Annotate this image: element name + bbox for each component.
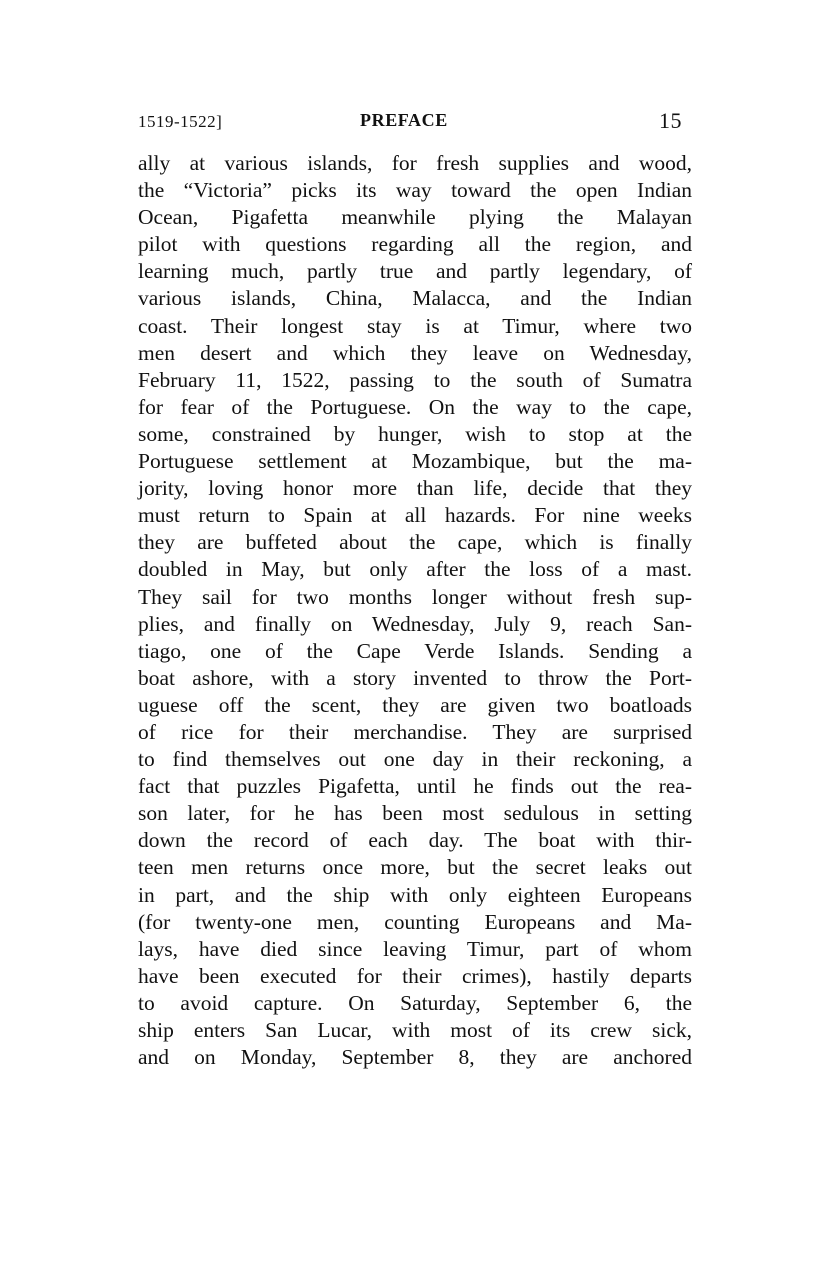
body-text bbox=[138, 150, 692, 1071]
text-line: for fear of the Portuguese. On the way to the cape, bbox=[138, 394, 692, 419]
text-line: ship enters San Lucar, with most of its crew sick, bbox=[138, 1018, 692, 1042]
text-line: teen men returns once more, but the secret leaks out bbox=[138, 855, 692, 880]
text-line: doubled in May, but only after the loss of a mast. bbox=[138, 557, 692, 582]
text-line: ally at various islands, for fresh supplies and wood, bbox=[138, 151, 692, 175]
text-line: some, constrained by hunger, wish to stop at the bbox=[138, 421, 692, 446]
text-line: to find themselves out one day in their reckoning, a bbox=[138, 747, 692, 772]
text-line: February 11, 1522, passing to the south of Sumatra bbox=[138, 367, 692, 392]
text-line: fact that puzzles Pigafetta, until he finds out the rea- bbox=[138, 774, 692, 799]
text-line: men desert and which they leave on Wednesday, bbox=[138, 340, 692, 365]
text-line: son later, for he has been most sedulous in setting bbox=[138, 801, 692, 826]
text-line: in part, and the ship with only eighteen Europeans bbox=[138, 882, 692, 907]
text-line: plies, and finally on Wednesday, July 9, reach San- bbox=[138, 611, 692, 636]
text-line: to avoid capture. On Saturday, September 6, the bbox=[138, 990, 692, 1015]
text-line: the “Victoria” picks its way toward the open Indian bbox=[138, 178, 692, 203]
header-date-range: 1519-1522] bbox=[138, 112, 223, 131]
text-line: lays, have died since leaving Timur, part of whom bbox=[138, 936, 692, 961]
text-line: boat ashore, with a story invented to throw the Port- bbox=[138, 665, 692, 690]
text-line: They sail for two months longer without fresh sup- bbox=[138, 584, 692, 609]
text-line: of rice for their merchandise. They are surprised bbox=[138, 719, 692, 744]
text-line: down the record of each day. The boat with thir- bbox=[138, 828, 692, 853]
text-line: (for twenty-one men, counting Europeans and Ma- bbox=[138, 909, 692, 934]
text-line: pilot with questions regarding all the region, and bbox=[138, 232, 692, 257]
text-line: learning much, partly true and partly legendary, of bbox=[138, 259, 692, 284]
text-line: uguese off the scent, they are given two boatloads bbox=[138, 692, 692, 717]
running-head bbox=[138, 108, 690, 138]
text-line: and on Monday, September 8, they are anchored bbox=[138, 1045, 692, 1070]
text-line: Portuguese settlement at Mozambique, but the ma- bbox=[138, 449, 692, 474]
text-line: tiago, one of the Cape Verde Islands. Sending a bbox=[138, 638, 692, 663]
text-line: must return to Spain at all hazards. For nine weeks bbox=[138, 503, 692, 528]
text-line: coast. Their longest stay is at Timur, where two bbox=[138, 313, 692, 338]
text-line: they are buffeted about the cape, which is finally bbox=[138, 530, 692, 555]
text-line: various islands, China, Malacca, and the Indian bbox=[138, 286, 692, 311]
header-page-number: 15 bbox=[659, 108, 682, 133]
text-line: Ocean, Pigafetta meanwhile plying the Malayan bbox=[138, 205, 692, 230]
text-line: have been executed for their crimes), hastily departs bbox=[138, 963, 692, 988]
text-line: jority, loving honor more than life, decide that they bbox=[138, 476, 692, 501]
header-section-title: PREFACE bbox=[360, 110, 448, 130]
